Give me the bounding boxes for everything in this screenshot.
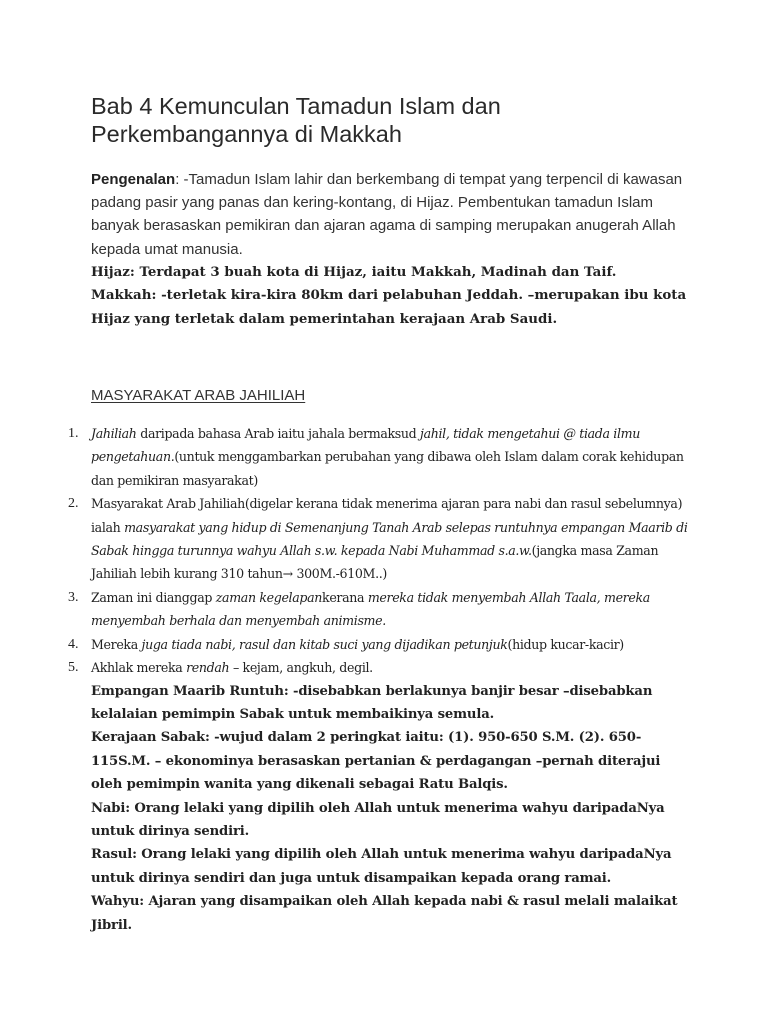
list-text: rendah: [186, 660, 230, 676]
intro-label: Pengenalan: [91, 171, 176, 188]
list-text: jahil, tidak mengetahui @ tiada ilmu pengetahuan.: [91, 426, 641, 465]
list-item: [68, 492, 691, 586]
document-page: [68, 92, 691, 937]
section-heading: MASYARAKAT ARAB JAHILIAH: [91, 387, 306, 405]
intro-paragraph: [91, 168, 691, 261]
list-text: – kejam, angkuh, degil.: [229, 660, 373, 676]
page-title: [91, 92, 691, 148]
list-text: kerana: [322, 589, 368, 605]
list-text: Akhlak mereka: [91, 660, 187, 676]
makkah-line: Makkah: -terletak kira-kira 80km dari pelabuhan Jeddah. –merupakan ibu kota Hijaz yang terletak dalam pemerintahan kerajaan Arab Saudi.: [91, 287, 687, 327]
list-text: mereka tidak menyembah Allah Taala, mereka menyembah berhala dan menyembah animisme.: [91, 589, 650, 629]
definitions-block: [91, 680, 691, 937]
list-item: [68, 586, 691, 633]
list-text: Mereka: [91, 636, 142, 652]
definition-kerajaan-sabak: Kerajaan Sabak: -wujud dalam 2 peringkat iaitu: (1). 950-650 S.M. (2). 650-115S.M. – ekonominya berasaskan pertanian & perdagangan –pernah diterajui oleh pemimpin wanita yang dikenali sebagai Ratu Balqis.: [91, 730, 661, 793]
intro-text: : -Tamadun Islam lahir dan berkembang di tempat yang terpencil di kawasan padang pasir yang panas dan kering-kontang, di Hijaz. Pembentukan tamadun Islam banyak berasaskan pemikiran dan ajaran agama di samping merupakan anugerah Allah kepada umat manusia.: [91, 171, 683, 258]
jahiliah-list: [68, 422, 691, 679]
list-text: Zaman ini dianggap: [91, 589, 216, 605]
list-number: 5.: [68, 660, 79, 676]
list-text: juga tiada nabi, rasul dan kitab suci yang dijadikan petunjuk: [141, 636, 508, 652]
hijaz-line: Hijaz: Terdapat 3 buah kota di Hijaz, iaitu Makkah, Madinah dan Taif.: [91, 263, 617, 280]
list-number: 3.: [68, 589, 79, 605]
list-text: (hidup kucar-kacir): [507, 636, 624, 652]
list-text: (untuk menggambarkan perubahan yang dibawa oleh Islam dalam corak kehidupan dan pemikiran masyarakat): [91, 449, 684, 488]
definition-nabi: Nabi: Orang lelaki yang dipilih oleh Allah untuk menerima wahyu daripadaNya untuk dirinya sendiri.: [91, 800, 665, 839]
title-line-2: Perkembangannya di Makkah: [91, 121, 402, 147]
definition-empangan: Empangan Maarib Runtuh: -disebabkan berlakunya banjir besar –disebabkan kelalaian pemimpin Sabak untuk membaikinya semula.: [91, 683, 653, 722]
list-text: masyarakat yang hidup di Semenanjung Tanah Arab selepas runtuhnya empangan Maarib di Sabak hingga turunnya wahyu Allah s.w. kepada Nabi Muhammad s.a.w.: [91, 519, 688, 559]
list-text: zaman kegelapan: [215, 589, 323, 605]
list-text: (jangka masa Zaman Jahiliah lebih kurang 310 tahun→ 300M.-610M..): [91, 543, 659, 582]
title-line-1: Bab 4 Kemunculan Tamadun Islam dan: [91, 93, 501, 119]
list-item: [68, 633, 691, 656]
definition-wahyu: Wahyu: Ajaran yang disampaikan oleh Allah kepada nabi & rasul melali malaikat Jibril.: [91, 894, 678, 933]
list-number: 2.: [68, 496, 79, 512]
list-text: Masyarakat Arab Jahiliah(digelar kerana tidak menerima ajaran para nabi dan rasul sebelumnya) ialah: [91, 496, 683, 535]
list-text: daripada bahasa Arab iaitu jahala bermaksud: [136, 426, 421, 442]
list-item: [68, 422, 691, 492]
list-item: [68, 656, 691, 679]
definition-rasul: Rasul: Orang lelaki yang dipilih oleh Allah untuk menerima wahyu daripadaNya untuk dirinya sendiri dan juga untuk disampaikan kepada orang ramai.: [91, 847, 672, 886]
list-number: 1.: [68, 426, 79, 442]
list-text: Jahiliah: [91, 426, 137, 442]
list-number: 4.: [68, 636, 79, 652]
